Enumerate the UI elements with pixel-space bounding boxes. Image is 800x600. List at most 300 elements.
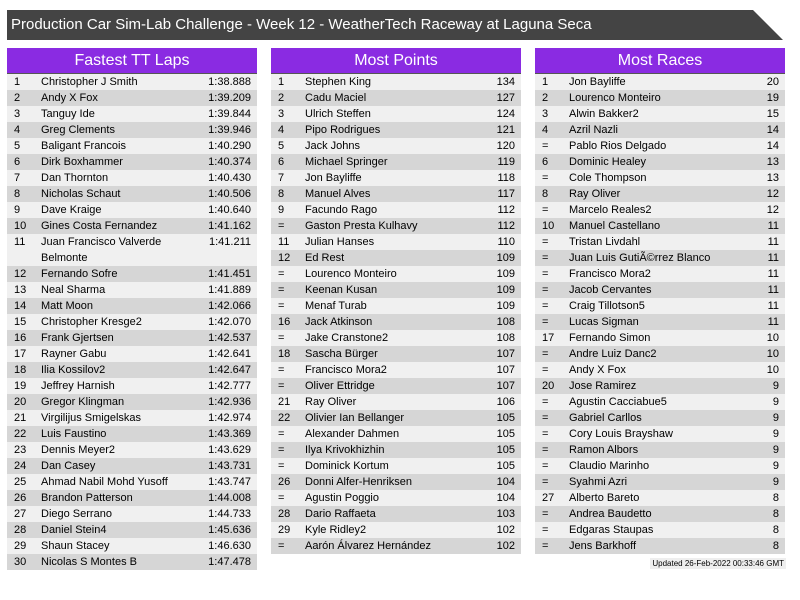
rank-cell: 1 (278, 76, 285, 88)
driver-name-cell: Dario Raffaeta (305, 508, 376, 520)
value-cell: 106 (496, 396, 515, 408)
value-cell: 1:47.478 (208, 556, 251, 568)
driver-name-cell: Nicolas S Montes B (41, 556, 137, 568)
driver-name-cell: Diego Serrano (41, 508, 112, 520)
driver-name-cell: Ray Oliver (569, 188, 621, 200)
table-row (271, 122, 521, 138)
most-points-header: Most Points (271, 48, 521, 74)
table-row (271, 346, 521, 362)
driver-name-cell: Gines Costa Fernandez (41, 220, 158, 232)
rank-cell: 7 (14, 172, 21, 184)
table-row (271, 330, 521, 346)
table-row (271, 250, 521, 266)
table-row (7, 314, 257, 330)
value-cell: 1:42.647 (208, 364, 251, 376)
value-cell: 107 (496, 364, 515, 376)
value-cell: 1:41.889 (208, 284, 251, 296)
rank-cell: = (542, 204, 549, 216)
most-races-panel (535, 48, 785, 554)
value-cell: 13 (766, 156, 779, 168)
page-title: Production Car Sim-Lab Challenge - Week 12 - WeatherTech Raceway at Laguna Seca (11, 16, 592, 33)
table-row (535, 266, 785, 282)
driver-name-cell: Lucas Sigman (569, 316, 639, 328)
table-row (271, 282, 521, 298)
driver-name-cell: Dirk Boxhammer (41, 156, 123, 168)
driver-name-cell: Pipo Rodrigues (305, 124, 381, 136)
rank-cell: = (278, 332, 285, 344)
rank-cell: 20 (542, 380, 555, 392)
value-cell: 10 (766, 332, 779, 344)
value-cell: 1:42.641 (208, 348, 251, 360)
rank-cell: 18 (14, 364, 27, 376)
value-cell: 15 (766, 108, 779, 120)
driver-name-cell: Edgaras Staupas (569, 524, 654, 536)
rank-cell: = (278, 540, 285, 552)
table-row (271, 170, 521, 186)
table-row (535, 298, 785, 314)
rank-cell: 2 (542, 92, 549, 104)
value-cell: 9 (772, 380, 779, 392)
value-cell: 112 (497, 220, 515, 232)
rank-cell: = (278, 428, 285, 440)
rank-cell: = (542, 300, 549, 312)
driver-name-cell: Oliver Ettridge (305, 380, 375, 392)
rank-cell: 12 (14, 268, 27, 280)
value-cell: 1:43.731 (208, 460, 251, 472)
driver-name-cell: Stephen King (305, 76, 372, 88)
driver-name-cell: Jake Cranstone2 (305, 332, 389, 344)
rank-cell: 16 (278, 316, 291, 328)
driver-name-cell: Pablo Rios Delgado (569, 140, 667, 152)
driver-name-cell: Nicholas Schaut (41, 188, 121, 200)
driver-name-cell: Daniel Stein4 (41, 524, 107, 536)
rank-cell: = (542, 172, 549, 184)
value-cell: 9 (772, 412, 779, 424)
rank-cell: = (278, 444, 285, 456)
table-row (7, 154, 257, 170)
table-row (7, 506, 257, 522)
table-row (271, 474, 521, 490)
driver-name-cell: Jeffrey Harnish (41, 380, 115, 392)
table-row (535, 234, 785, 250)
rank-cell: 2 (14, 92, 21, 104)
rank-cell: 26 (14, 492, 27, 504)
value-cell: 11 (767, 300, 779, 312)
table-row (535, 106, 785, 122)
table-row (7, 170, 257, 186)
value-cell: 12 (766, 204, 779, 216)
value-cell: 1:42.974 (208, 412, 251, 424)
value-cell: 9 (772, 396, 779, 408)
value-cell: 10 (766, 348, 779, 360)
value-cell: 109 (496, 284, 515, 296)
rank-cell: 6 (542, 156, 549, 168)
updated-timestamp: Updated 26-Feb-2022 00:33:46 GMT (652, 559, 784, 568)
driver-name-cell: Agustin Poggio (305, 492, 379, 504)
driver-name-cell: Lourenco Monteiro (305, 268, 397, 280)
driver-name-cell: Marcelo Reales2 (569, 204, 652, 216)
driver-name-cell: Tristan Livdahl (569, 236, 641, 248)
driver-name-cell: Kyle Ridley2 (305, 524, 367, 536)
rank-cell: 22 (278, 412, 291, 424)
value-cell: 107 (496, 348, 515, 360)
table-row (7, 410, 257, 426)
driver-name-cell: Ed Rest (305, 252, 345, 264)
value-cell: 14 (766, 124, 779, 136)
table-row (535, 74, 785, 90)
table-row (7, 90, 257, 106)
table-row (7, 186, 257, 202)
rank-cell: 3 (542, 108, 549, 120)
value-cell: 117 (497, 188, 515, 200)
rank-cell: 22 (14, 428, 27, 440)
table-row (7, 362, 257, 378)
driver-name-cell: Luis Faustino (41, 428, 107, 440)
value-cell: 1:41.211 (208, 236, 251, 248)
rank-cell: 21 (278, 396, 291, 408)
value-cell: 20 (766, 76, 779, 88)
value-cell: 1:42.070 (208, 316, 251, 328)
value-cell: 1:39.209 (208, 92, 251, 104)
value-cell: 1:40.506 (208, 188, 251, 200)
driver-name-cell: Cory Louis Brayshaw (569, 428, 673, 440)
table-row (271, 442, 521, 458)
rank-cell: 1 (542, 76, 549, 88)
driver-name-cell: Matt Moon (41, 300, 93, 312)
table-row (535, 330, 785, 346)
rank-cell: = (542, 540, 549, 552)
driver-name-cell: Ulrich Steffen (305, 108, 371, 120)
rank-cell: = (278, 268, 285, 280)
rank-cell: 15 (14, 316, 27, 328)
table-row (7, 138, 257, 154)
value-cell: 9 (772, 476, 779, 488)
rank-cell: 5 (278, 140, 285, 152)
rank-cell: = (542, 348, 549, 360)
driver-name-cell: Jens Barkhoff (569, 540, 637, 552)
value-cell: 103 (496, 508, 515, 520)
rank-cell: 8 (542, 188, 549, 200)
value-cell: 124 (496, 108, 515, 120)
value-cell: 1:40.430 (208, 172, 251, 184)
value-cell: 108 (496, 332, 515, 344)
driver-name-cell: Neal Sharma (41, 284, 106, 296)
table-row (7, 202, 257, 218)
value-cell: 19 (766, 92, 779, 104)
table-row (271, 458, 521, 474)
value-cell: 112 (497, 204, 515, 216)
table-row (535, 122, 785, 138)
value-cell: 1:44.008 (208, 492, 251, 504)
table-row (535, 170, 785, 186)
value-cell: 1:38.888 (208, 76, 251, 88)
driver-name-cell: Lourenco Monteiro (569, 92, 661, 104)
rank-cell: 13 (14, 284, 27, 296)
rank-cell: = (542, 252, 549, 264)
value-cell: 1:44.733 (208, 508, 251, 520)
rank-cell: 21 (14, 412, 27, 424)
table-row (271, 138, 521, 154)
table-row (7, 282, 257, 298)
driver-name-cell: Ahmad Nabil Mohd Yusoff (41, 476, 168, 488)
driver-name-cell: Donni Alfer-Henriksen (305, 476, 412, 488)
value-cell: 102 (496, 524, 515, 536)
rank-cell: 17 (14, 348, 27, 360)
rank-cell: 18 (278, 348, 291, 360)
rank-cell: 16 (14, 332, 27, 344)
table-row (535, 362, 785, 378)
table-row (7, 522, 257, 538)
rank-cell: = (278, 364, 285, 376)
table-row (535, 522, 785, 538)
table-row (535, 426, 785, 442)
rank-cell: 19 (14, 380, 27, 392)
driver-name-cell: Fernando Simon (569, 332, 651, 344)
table-row (7, 490, 257, 506)
table-row (271, 234, 521, 250)
rank-cell: 11 (14, 236, 26, 248)
value-cell: 1:46.630 (208, 540, 251, 552)
rank-cell: 11 (278, 236, 290, 248)
driver-name-cell: Juan Luis GutiÃ©rrez Blanco (569, 252, 711, 264)
driver-name-cell: Jack Johns (305, 140, 361, 152)
rank-cell: = (542, 444, 549, 456)
value-cell: 13 (766, 172, 779, 184)
table-row (535, 394, 785, 410)
rank-cell: = (278, 220, 285, 232)
rank-cell: 25 (14, 476, 27, 488)
rank-cell: = (542, 316, 549, 328)
driver-name-cell: Ilya Krivokhizhin (305, 444, 385, 456)
value-cell: 11 (767, 236, 779, 248)
rank-cell: = (278, 460, 285, 472)
rank-cell: 3 (14, 108, 21, 120)
driver-name-cell: Jon Bayliffe (569, 76, 626, 88)
driver-name-cell: Jacob Cervantes (569, 284, 652, 296)
value-cell: 11 (767, 220, 779, 232)
value-cell: 10 (766, 364, 779, 376)
driver-name-cell: Michael Springer (305, 156, 388, 168)
driver-name-cell: Jose Ramirez (569, 380, 637, 392)
driver-name-cell: Christopher J Smith (41, 76, 138, 88)
table-row (535, 442, 785, 458)
table-row (535, 538, 785, 554)
rank-cell: 1 (14, 76, 21, 88)
rank-cell: = (542, 268, 549, 280)
table-row (7, 330, 257, 346)
driver-name-cell: Dan Casey (41, 460, 96, 472)
table-row (7, 298, 257, 314)
driver-name-cell: Tanguy Ide (41, 108, 95, 120)
rank-cell: 12 (278, 252, 291, 264)
rank-cell: 23 (14, 444, 27, 456)
driver-name-cell: Alwin Bakker2 (569, 108, 639, 120)
value-cell: 1:40.290 (208, 140, 251, 152)
rank-cell: 14 (14, 300, 27, 312)
fastest-tt-laps-list (7, 74, 257, 570)
value-cell: 121 (496, 124, 515, 136)
rank-cell: 8 (14, 188, 21, 200)
table-row (535, 314, 785, 330)
value-cell: 118 (497, 172, 515, 184)
value-cell: 1:43.629 (208, 444, 251, 456)
rank-cell: 9 (14, 204, 21, 216)
table-row (535, 346, 785, 362)
driver-name-cell: Francisco Mora2 (569, 268, 651, 280)
rank-cell: 28 (278, 508, 291, 520)
rank-cell: = (542, 524, 549, 536)
table-row (271, 394, 521, 410)
rank-cell: = (278, 492, 285, 504)
table-row (271, 154, 521, 170)
table-row (271, 426, 521, 442)
driver-name-cell: Dominick Kortum (305, 460, 389, 472)
driver-name-cell: Ray Oliver (305, 396, 357, 408)
table-row (535, 186, 785, 202)
value-cell: 14 (766, 140, 779, 152)
table-row (535, 138, 785, 154)
value-cell: 9 (772, 460, 779, 472)
value-cell: 1:42.537 (208, 332, 251, 344)
value-cell: 104 (496, 476, 515, 488)
table-row (271, 522, 521, 538)
table-row (535, 490, 785, 506)
table-row (535, 378, 785, 394)
value-cell: 1:39.844 (208, 108, 251, 120)
rank-cell: 10 (14, 220, 27, 232)
fastest-tt-laps-header: Fastest TT Laps (7, 48, 257, 74)
driver-name-cell: Claudio Marinho (569, 460, 650, 472)
driver-name-cell: Rayner Gabu (41, 348, 107, 360)
driver-name-cell: Manuel Castellano (569, 220, 661, 232)
rank-cell: 4 (14, 124, 21, 136)
rank-cell: 4 (278, 124, 285, 136)
driver-name-cell: Juan Francisco Valverde Belmonte (41, 236, 162, 264)
driver-name-cell: Cole Thompson (569, 172, 647, 184)
value-cell: 1:43.369 (208, 428, 251, 440)
value-cell: 1:39.946 (208, 124, 251, 136)
table-row (271, 490, 521, 506)
driver-name-cell: Agustin Cacciabue5 (569, 396, 667, 408)
value-cell: 9 (772, 428, 779, 440)
value-cell: 109 (496, 268, 515, 280)
value-cell: 8 (772, 508, 779, 520)
table-row (535, 90, 785, 106)
value-cell: 9 (772, 444, 779, 456)
rank-cell: 17 (542, 332, 555, 344)
value-cell: 1:42.936 (208, 396, 251, 408)
rank-cell: 5 (14, 140, 21, 152)
rank-cell: = (278, 380, 285, 392)
driver-name-cell: Baligant Francois (41, 140, 126, 152)
rank-cell: = (542, 428, 549, 440)
value-cell: 1:42.066 (208, 300, 251, 312)
rank-cell: = (542, 140, 549, 152)
value-cell: 109 (496, 300, 515, 312)
rank-cell: = (278, 284, 285, 296)
table-row (7, 266, 257, 282)
driver-name-cell: Andre Luiz Danc2 (569, 348, 657, 360)
table-row (271, 378, 521, 394)
table-row (535, 154, 785, 170)
value-cell: 8 (772, 524, 779, 536)
table-row (271, 266, 521, 282)
driver-name-cell: Gabriel Carllos (569, 412, 642, 424)
driver-name-cell: Craig Tillotson5 (569, 300, 645, 312)
rank-cell: 10 (542, 220, 555, 232)
rank-cell: 28 (14, 524, 27, 536)
table-row (271, 186, 521, 202)
value-cell: 102 (496, 540, 515, 552)
driver-name-cell: Jack Atkinson (305, 316, 373, 328)
rank-cell: 3 (278, 108, 285, 120)
value-cell: 104 (496, 492, 515, 504)
driver-name-cell: Christopher Kresge2 (41, 316, 142, 328)
driver-name-cell: Gregor Klingman (41, 396, 125, 408)
value-cell: 1:40.374 (208, 156, 251, 168)
table-row (7, 346, 257, 362)
driver-name-cell: Keenan Kusan (305, 284, 378, 296)
value-cell: 11 (767, 268, 779, 280)
rank-cell: 24 (14, 460, 27, 472)
value-cell: 107 (496, 380, 515, 392)
driver-name-cell: Julian Hanses (305, 236, 375, 248)
driver-name-cell: Manuel Alves (305, 188, 371, 200)
table-row (271, 106, 521, 122)
table-row (271, 314, 521, 330)
value-cell: 11 (767, 316, 779, 328)
rank-cell: 9 (278, 204, 285, 216)
most-races-list (535, 74, 785, 554)
table-row (535, 250, 785, 266)
table-row (271, 362, 521, 378)
driver-name-cell: Francisco Mora2 (305, 364, 387, 376)
table-row (7, 538, 257, 554)
table-row (535, 218, 785, 234)
table-row (7, 426, 257, 442)
table-row (535, 474, 785, 490)
driver-name-cell: Greg Clements (41, 124, 115, 136)
table-row (7, 474, 257, 490)
rank-cell: = (542, 412, 549, 424)
most-points-list (271, 74, 521, 554)
table-row (271, 506, 521, 522)
value-cell: 1:45.636 (208, 524, 251, 536)
table-row (7, 442, 257, 458)
driver-name-cell: Azril Nazli (569, 124, 618, 136)
table-row (7, 74, 257, 90)
table-row (271, 218, 521, 234)
driver-name-cell: Fernando Sofre (41, 268, 118, 280)
rank-cell: = (542, 284, 549, 296)
driver-name-cell: Syahmi Azri (569, 476, 628, 488)
driver-name-cell: Aarón Álvarez Hernández (305, 540, 431, 552)
value-cell: 12 (766, 188, 779, 200)
driver-name-cell: Cadu Maciel (305, 92, 367, 104)
table-row (7, 234, 257, 266)
driver-name-cell: Andy X Fox (41, 92, 98, 104)
driver-name-cell: Facundo Rago (305, 204, 378, 216)
value-cell: 134 (496, 76, 515, 88)
rank-cell: 4 (542, 124, 549, 136)
table-row (7, 122, 257, 138)
driver-name-cell: Alexander Dahmen (305, 428, 400, 440)
table-row (535, 282, 785, 298)
value-cell: 119 (497, 156, 515, 168)
rank-cell: = (278, 300, 285, 312)
table-row (7, 378, 257, 394)
driver-name-cell: Dave Kraige (41, 204, 102, 216)
